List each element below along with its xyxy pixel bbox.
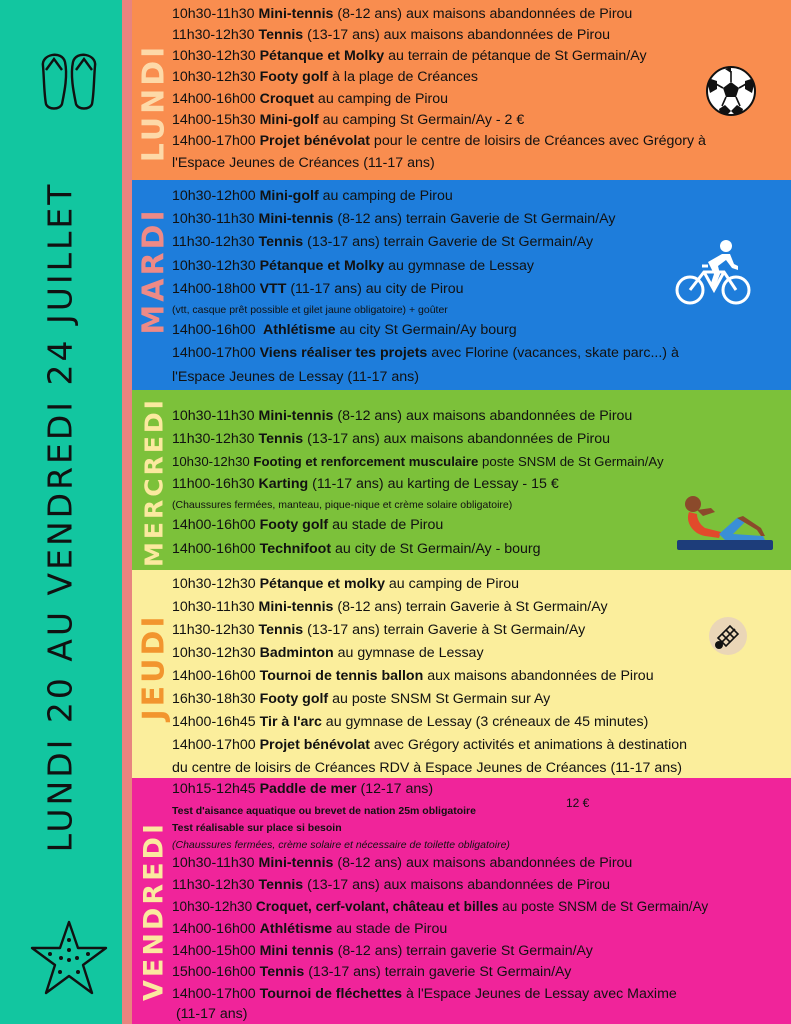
schedule-line: 14h00-17h00 Projet bénévolat avec Grégory activités et animations à destination [172, 737, 688, 753]
schedule-line: 10h30-11h30 Mini-tennis (8-12 ans) terrain Gaverie à St Germain/Ay [172, 599, 608, 615]
schedule-line: 10h30-11h30 Mini-tennis (8-12 ans) terrain Gaverie de St Germain/Ay [172, 211, 616, 227]
schedule-line: 14h00-16h45 Tir à l'arc au gymnase de Lessay (3 créneaux de 45 minutes) [172, 714, 649, 730]
schedule-note: (Chaussures fermées, manteau, pique-nique et crème solaire obligatoire) [172, 499, 513, 511]
schedule-note: (Chaussures fermées, crème solaire et nécessaire de toilette obligatoire) [172, 839, 510, 851]
starfish-icon [28, 918, 110, 998]
schedule-line: 14h00-17h00 Tournoi de fléchettes à l'Espace Jeunes de Lessay avec Maxime [172, 986, 677, 1002]
schedule-line: 11h30-12h30 Tennis (13-17 ans) aux maisons abandonnées de Pirou [172, 27, 611, 43]
schedule-line: 14h00-16h00 Footy golf au stade de Pirou [172, 517, 444, 533]
accent-strip [122, 0, 132, 1024]
schedule-line: 14h00-16h00 Technifoot au city de St Germain/Ay - bourg [172, 541, 541, 557]
sidebar [0, 0, 122, 1024]
schedule-line: 14h00-15h00 Mini tennis (8-12 ans) terrain gaverie St Germain/Ay [172, 943, 593, 959]
schedule-line: 14h00-16h00 Athlétisme au city St Germain/Ay bourg [172, 322, 517, 338]
schedule-line: 11h30-12h30 Tennis (13-17 ans) aux maisons abandonnées de Pirou [172, 877, 611, 893]
schedule-line: 11h30-12h30 Tennis (13-17 ans) aux maisons abandonnées de Pirou [172, 431, 611, 447]
schedule-line: 14h00-16h00 Athlétisme au stade de Pirou [172, 921, 448, 937]
schedule-line: 10h30-12h30 Pétanque et Molky au terrain de pétanque de St Germain/Ay [172, 48, 647, 64]
schedule-line: 14h00-17h00 Projet bénévolat pour le centre de loisirs de Créances avec Grégory à [172, 133, 706, 149]
week-title: LUNDI 20 AU VENDREDI 24 JUILLET [40, 181, 80, 853]
day-name-vendredi: VENDREDI [138, 820, 170, 1002]
schedule-line: 10h30-12h30 Pétanque et Molky au gymnase de Lessay [172, 258, 535, 274]
schedule-line: 10h30-12h00 Mini-golf au camping de Pirou [172, 188, 453, 204]
day-mardi [132, 180, 791, 390]
schedule-line: 10h30-11h30 Mini-tennis (8-12 ans) aux maisons abandonnées de Pirou [172, 855, 633, 871]
day-mercredi [132, 390, 791, 570]
schedule-note: (vtt, casque prêt possible et gilet jaune obligatoire) + goûter [172, 304, 448, 316]
day-jeudi [132, 570, 791, 778]
schedule-line: l'Espace Jeunes de Lessay (11-17 ans) [172, 369, 419, 385]
schedule-line: 11h00-16h30 Karting (11-17 ans) au karting de Lessay - 15 € [172, 476, 559, 492]
day-name-mardi: MARDI [136, 207, 172, 335]
schedule-line: 15h00-16h00 Tennis (13-17 ans) terrain gaverie St Germain/Ay [172, 964, 572, 980]
schedule-line: 16h30-18h30 Footy golf au poste SNSM St Germain sur Ay [172, 691, 551, 707]
day-vendredi [132, 778, 791, 1024]
schedule-line: 14h00-18h00 VTT (11-17 ans) au city de Pirou [172, 281, 464, 297]
schedule-line: 10h30-11h30 Mini-tennis (8-12 ans) aux maisons abandonnées de Pirou [172, 6, 633, 22]
schedule-line: 10h30-12h30 Pétanque et molky au camping de Pirou [172, 576, 520, 592]
schedule-line: 10h30-12h30 Badminton au gymnase de Lessay [172, 645, 484, 661]
schedule-line: 11h30-12h30 Tennis (13-17 ans) terrain Gaverie de St Germain/Ay [172, 234, 594, 250]
schedule-line: 10h15-12h45 Paddle de mer (12-17 ans) [172, 781, 434, 797]
cyclist-icon [674, 236, 752, 308]
schedule-line: 14h00-16h00 Croquet au camping de Pirou [172, 91, 449, 107]
soccer-ball-icon [705, 65, 757, 117]
schedule-note: Test réalisable sur place si besoin [172, 822, 342, 834]
schedule-line: 11h30-12h30 Tennis (13-17 ans) terrain Gaverie à St Germain/Ay [172, 622, 586, 638]
schedule-line: 10h30-12h30 Footy golf à la plage de Créances [172, 69, 479, 85]
schedule-line: l'Espace Jeunes de Créances (11-17 ans) [172, 155, 435, 171]
price-label: 12 € [566, 796, 590, 810]
schedule-line: 14h00-16h00 Tournoi de tennis ballon aux maisons abandonnées de Pirou [172, 668, 654, 684]
schedule-line: 10h30-12h30 Footing et renforcement musculaire poste SNSM de St Germain/Ay [172, 454, 664, 469]
sit-up-icon [675, 494, 775, 552]
schedule-line: du centre de loisirs de Créances RDV à Espace Jeunes de Créances (11-17 ans) [172, 760, 682, 776]
schedule-line: 10h30-12h30 Croquet, cerf-volant, château et billes au poste SNSM de St Germain/Ay [172, 899, 709, 914]
day-name-lundi: LUNDI [136, 43, 172, 163]
day-name-mercredi: MERCREDI [139, 397, 169, 567]
flip-flops-icon [38, 46, 100, 112]
schedule-line: (11-17 ans) [172, 1006, 248, 1022]
schedule-line: 10h30-11h30 Mini-tennis (8-12 ans) aux maisons abandonnées de Pirou [172, 408, 633, 424]
shuttlecock-icon [708, 616, 748, 656]
day-lundi [132, 0, 791, 180]
schedule-note: Test d'aisance aquatique ou brevet de nation 25m obligatoire [172, 805, 476, 817]
day-name-jeudi: JEUDI [136, 613, 172, 721]
schedule-line: 14h00-15h30 Mini-golf au camping St Germain/Ay - 2 € [172, 112, 525, 128]
schedule-line: 14h00-17h00 Viens réaliser tes projets avec Florine (vacances, skate parc...) à [172, 345, 679, 361]
